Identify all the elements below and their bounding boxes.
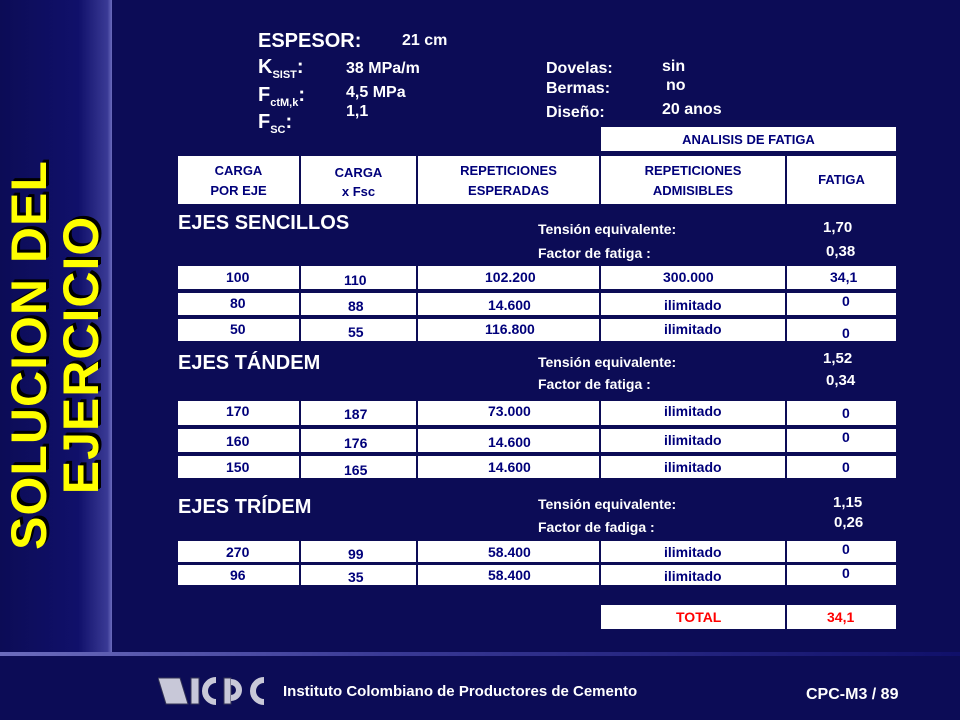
section-title-sencillos: EJES SENCILLOS xyxy=(178,212,350,234)
table-row: 270 xyxy=(177,540,300,563)
table-cell: 35 xyxy=(300,564,417,586)
tension-value-tridem: 1,15 xyxy=(833,494,863,511)
table-cell: 300.000 xyxy=(600,265,786,290)
table-cell: 0 xyxy=(786,428,897,453)
table-row: 150 xyxy=(177,455,300,479)
table-cell: ilimitado xyxy=(600,540,786,563)
fctmk-label: $F_{ctM,k}$: xyxy=(258,84,306,109)
factor-label-tandem: Factor de fatiga : xyxy=(538,376,651,392)
table-cell: 102.200 xyxy=(417,265,600,290)
table-cell: ilimitado xyxy=(600,292,786,316)
table-cell: 99 xyxy=(300,540,417,563)
table-cell: ilimitado xyxy=(600,564,786,586)
ksist-label: $K_{SIST}$: xyxy=(258,56,304,81)
table-cell: 14.600 xyxy=(417,428,600,453)
table-cell: 0 xyxy=(786,540,897,563)
fsc-value: 1,1 xyxy=(346,103,369,120)
table-cell: 34,1 xyxy=(786,265,897,290)
table-row: 80 xyxy=(177,292,300,316)
table-cell: ilimitado xyxy=(600,318,786,342)
factor-value-tridem: 0,26 xyxy=(834,514,864,531)
tension-label-sencillos: Tensión equivalente: xyxy=(538,221,677,237)
table-cell: 176 xyxy=(300,428,417,453)
table-cell: 116.800 xyxy=(417,318,600,342)
dovelas-value: sin xyxy=(662,58,686,75)
table-row: 50 xyxy=(177,318,300,342)
tension-label-tandem: Tensión equivalente: xyxy=(538,354,677,370)
table-cell: 0 xyxy=(786,455,897,479)
bermas-value: no xyxy=(666,77,686,94)
table-cell: 0 xyxy=(786,564,897,586)
bottom-decor-bar xyxy=(0,652,960,656)
slide-reference: CPC-M3 / 89 xyxy=(806,686,899,703)
table-cell: 110 xyxy=(300,265,417,290)
header-repeticiones-admisibles: REPETICIONES ADMISIBLES xyxy=(600,155,786,205)
table-row: 100 xyxy=(177,265,300,290)
analisis-header: ANALISIS DE FATIGA xyxy=(600,126,897,152)
table-cell: 187 xyxy=(300,400,417,426)
table-row: 96 xyxy=(177,564,300,586)
factor-label-sencillos: Factor de fatiga : xyxy=(538,245,651,261)
table-cell: 55 xyxy=(300,318,417,342)
tension-value-sencillos: 1,70 xyxy=(823,219,853,236)
dovelas-label: Dovelas: xyxy=(546,60,613,77)
header-fatiga: FATIGA xyxy=(786,155,897,205)
table-cell: 14.600 xyxy=(417,455,600,479)
diseno-value: 20 anos xyxy=(662,101,722,118)
table-cell: 14.600 xyxy=(417,292,600,316)
slide-title: SOLUCION DEL EJERCICIO xyxy=(1,160,109,550)
fsc-label: $F_{SC}$: xyxy=(258,111,293,136)
tension-value-tandem: 1,52 xyxy=(823,350,853,367)
table-cell: 73.000 xyxy=(417,400,600,426)
table-row: 170 xyxy=(177,400,300,426)
espesor-label: ESPESOR: xyxy=(258,30,362,52)
total-value-cell: 34,1 xyxy=(786,604,897,630)
ksist-value: 38 MPa/m xyxy=(346,60,420,77)
table-cell: 0 xyxy=(786,400,897,426)
tension-label-tridem: Tensión equivalente: xyxy=(538,496,677,512)
institute-name: Instituto Colombiano de Productores de Cemento xyxy=(283,683,638,700)
table-cell: ilimitado xyxy=(600,428,786,453)
total-label-cell: TOTAL xyxy=(600,604,786,630)
factor-value-tandem: 0,34 xyxy=(826,372,856,389)
table-cell: 88 xyxy=(300,292,417,316)
section-title-tandem: EJES TÁNDEM xyxy=(178,352,321,374)
icpc-logo xyxy=(158,676,270,706)
diseno-label: Diseño: xyxy=(546,104,605,121)
header-carga-fsc: CARGA x Fsc xyxy=(300,155,417,205)
icpc-logo-icon xyxy=(158,676,270,706)
header-repeticiones-esperadas: REPETICIONES ESPERADAS xyxy=(417,155,600,205)
table-cell: 165 xyxy=(300,455,417,479)
table-cell: ilimitado xyxy=(600,400,786,426)
factor-value-sencillos: 0,38 xyxy=(826,243,856,260)
table-cell: ilimitado xyxy=(600,455,786,479)
bermas-label: Bermas: xyxy=(546,80,611,97)
table-row: 160 xyxy=(177,428,300,453)
factor-label-tridem: Factor de fadiga : xyxy=(538,519,655,535)
header-carga-por-eje: CARGA POR EJE xyxy=(177,155,300,205)
fctmk-value: 4,5 MPa xyxy=(346,84,406,101)
table-cell: 58.400 xyxy=(417,564,600,586)
table-cell: 0 xyxy=(786,318,897,342)
table-cell: 58.400 xyxy=(417,540,600,563)
section-title-tridem: EJES TRÍDEM xyxy=(178,496,312,518)
table-cell: 0 xyxy=(786,292,897,316)
espesor-value: 21 cm xyxy=(402,32,448,49)
